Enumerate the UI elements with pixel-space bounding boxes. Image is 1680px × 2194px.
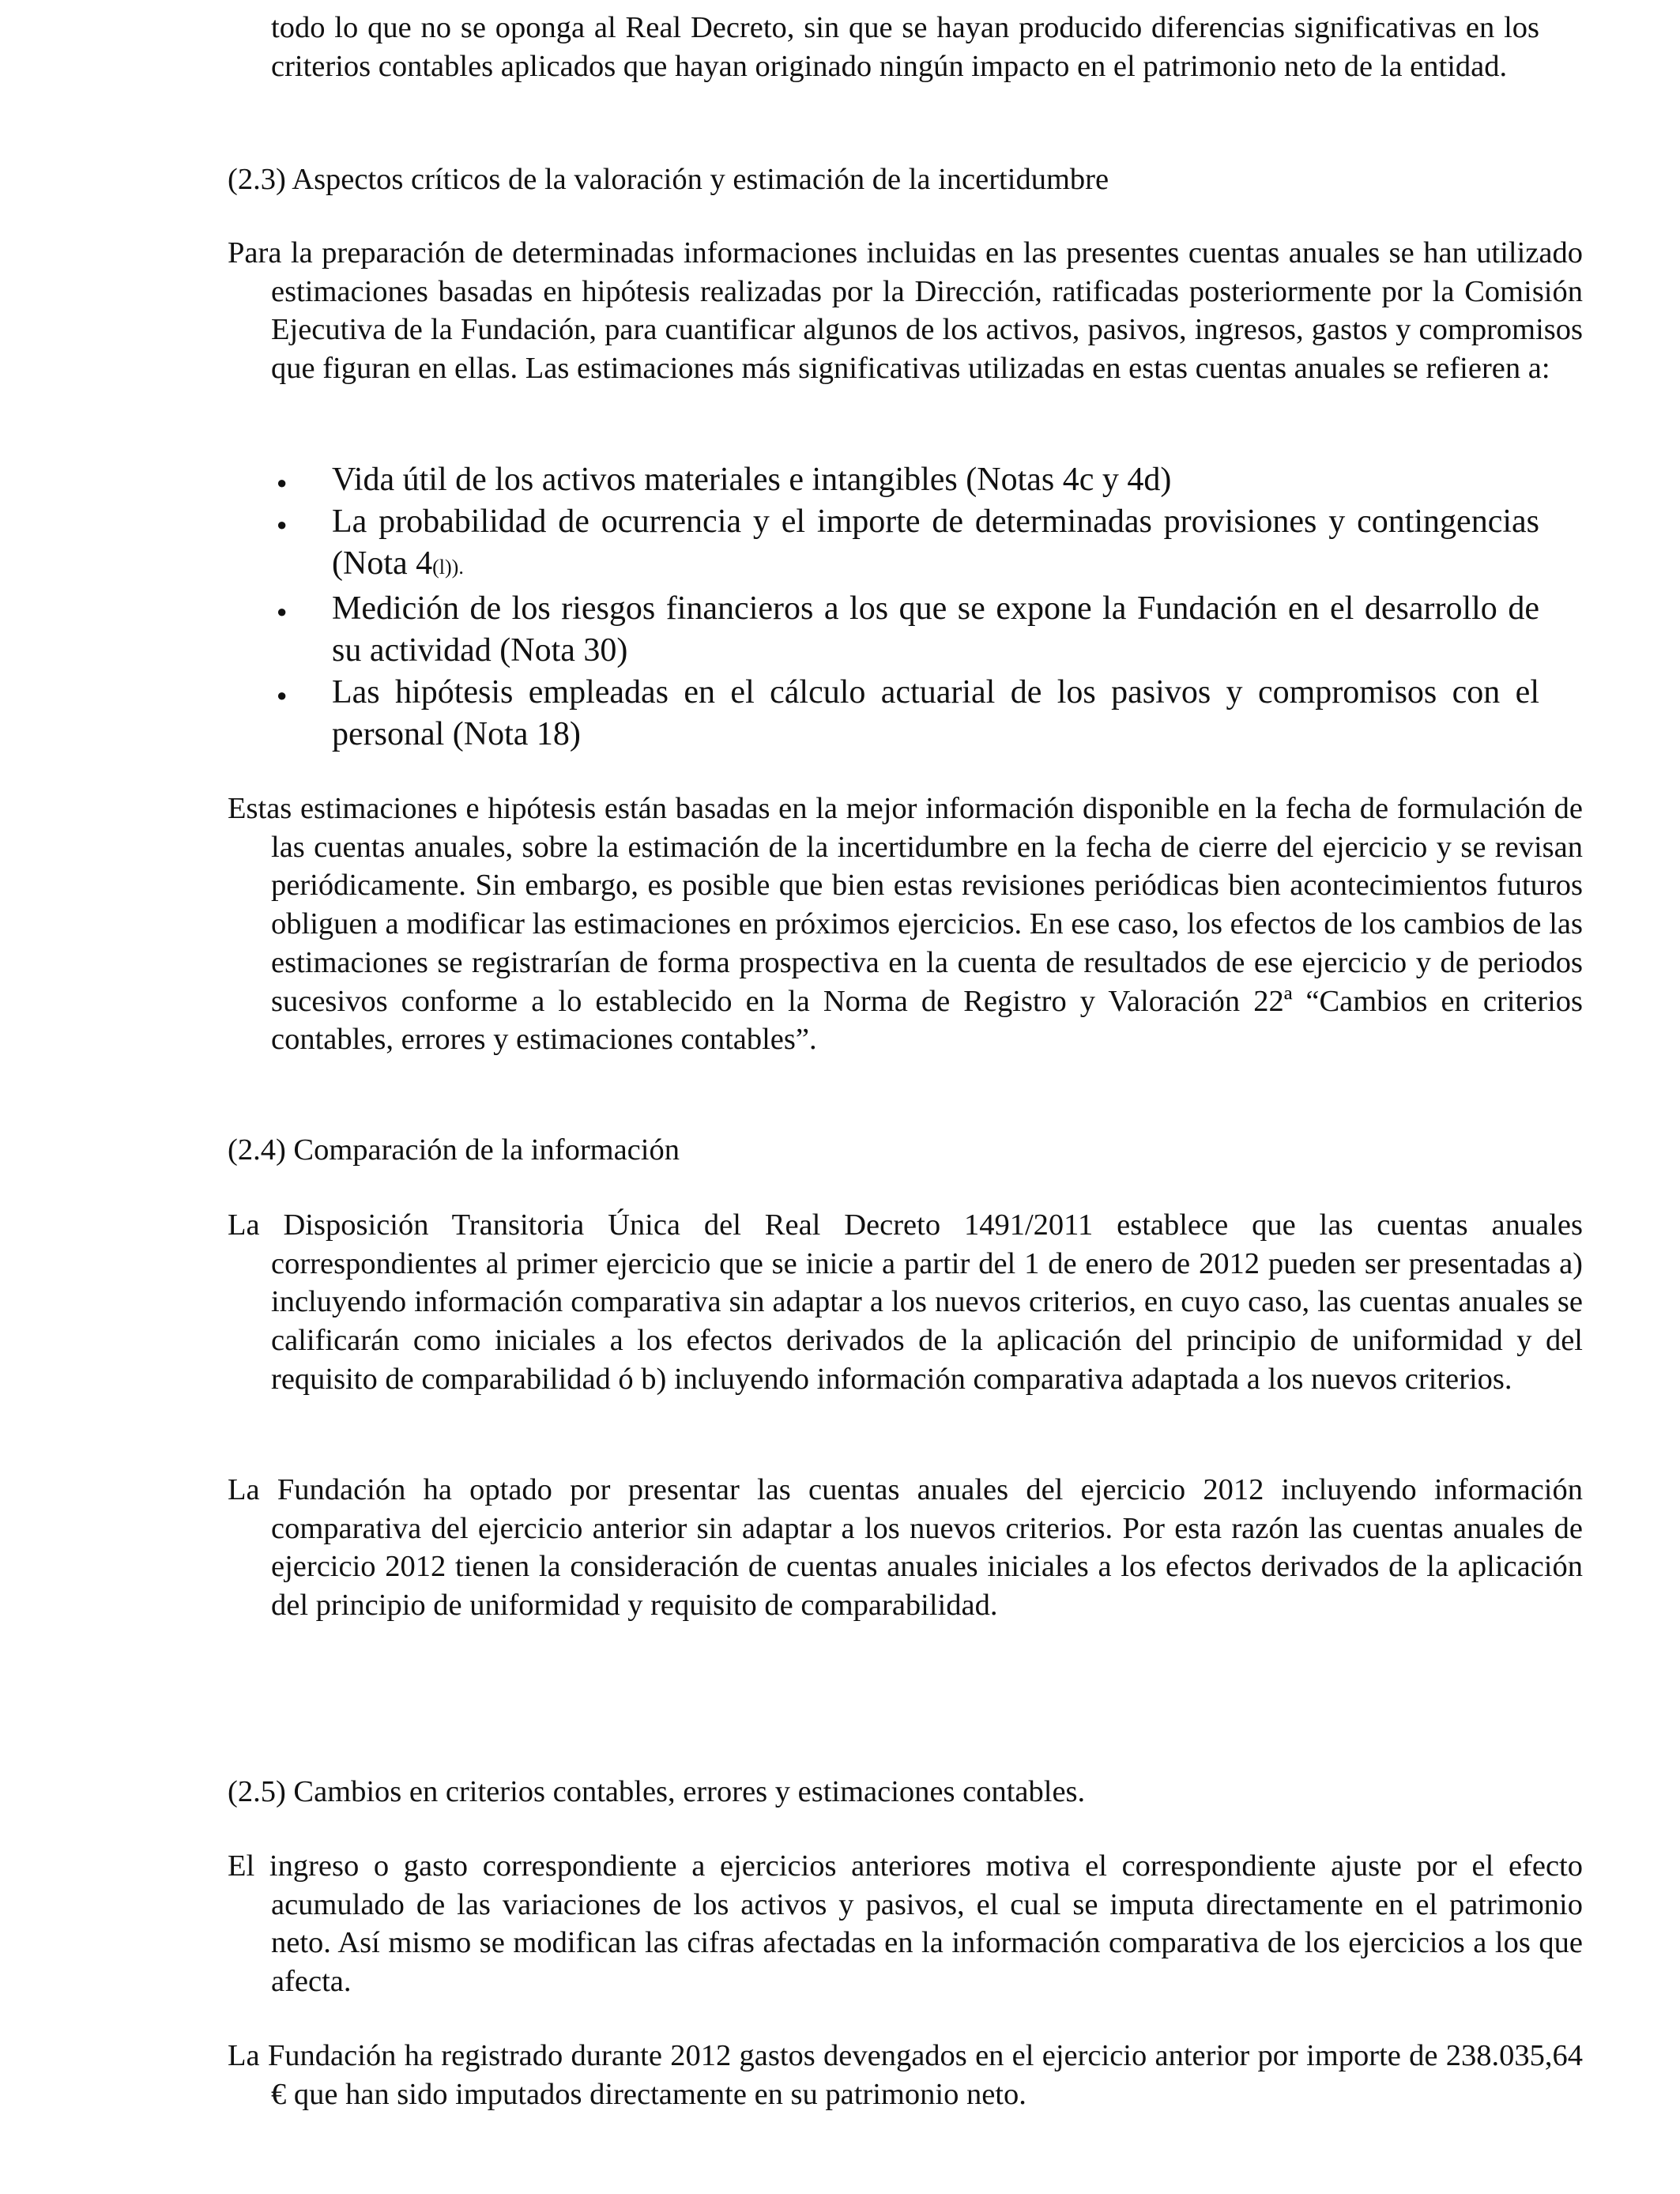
bullet-icon: ● xyxy=(277,685,288,705)
bullet-icon: ● xyxy=(277,515,288,534)
bullet-item xyxy=(271,459,1539,501)
bullet-text: Las hipótesis empleadas en el cálculo actuarial de los pasivos y compromisos con el personal (Nota 18) xyxy=(332,674,1539,752)
bullet-text: Medición de los riesgos financieros a los que se expone la Fundación en el desarrollo de su actividad (Nota 30) xyxy=(332,590,1539,669)
bullet-icon: ● xyxy=(277,601,288,621)
paragraph-2-5-ingreso: El ingreso o gasto correspondiente a ejercicios anteriores motiva el correspondiente ajuste por el efecto acumulado de las variaciones de los activos y pasivos, el cual se imputa directamente en el patrimonio neto. Así mismo se modifican las cifras afectadas en la información comparativa de los ejercicios a los que afecta. xyxy=(228,1849,1583,1999)
section-heading-2-5: (2.5) Cambios en criterios contables, errores y estimaciones contables. xyxy=(228,1775,1086,1808)
paragraph-2-4-disposicion: La Disposición Transitoria Única del Real Decreto 1491/2011 establece que las cuentas anuales correspondientes al primer ejercicio que se inicie a partir del 1 de enero de 2012 pueden ser presentadas a) incluyendo información comparativa sin adaptar a los nuevos criterios, en cuyo caso, las cuentas anuales se calificarán como iniciales a los efectos derivados de la aplicación del principio de uniformidad y del requisito de comparabilidad ó b) incluyendo información comparativa adaptada a los nuevos criterios. xyxy=(228,1208,1583,1396)
bullet-item xyxy=(271,588,1539,672)
bullet-item xyxy=(271,672,1539,756)
intro-paragraph: todo lo que no se oponga al Real Decreto, sin que se hayan producido diferencias significativas en los criterios contables aplicados que hayan originado ningún impacto en el patrimonio neto de la entidad. xyxy=(271,11,1539,83)
bullet-text: La probabilidad de ocurrencia y el importe de determinadas provisiones y contingencias (Nota 4 xyxy=(332,503,1539,582)
paragraph-2-4-fundacion: La Fundación ha optado por presentar las cuentas anuales del ejercicio 2012 incluyendo información comparativa del ejercicio anterior sin adaptar a los nuevos criterios. Por esta razón las cuentas anuales de ejercicio 2012 tienen la consideración de cuentas anuales iniciales a los efectos derivados de la aplicación del principio de uniformidad y requisito de comparabilidad. xyxy=(228,1473,1583,1623)
bullet-item xyxy=(271,501,1539,588)
section-heading-2-4: (2.4) Comparación de la información xyxy=(228,1133,680,1167)
bullet-text-suffix: (l)). xyxy=(432,556,464,579)
bullet-text: Vida útil de los activos materiales e intangibles (Notas 4c y 4d) xyxy=(332,462,1172,498)
section-heading-2-3: (2.3) Aspectos críticos de la valoración y estimación de la incertidumbre xyxy=(228,163,1109,196)
bullet-icon: ● xyxy=(277,473,288,492)
paragraph-2-3-estimaciones: Para la preparación de determinadas informaciones incluidas en las presentes cuentas anuales se han utilizado estimaciones basadas en hipótesis realizadas por la Dirección, ratificadas posteriormente por la Comisión Ejecutiva de la Fundación, para cuantificar algunos de los activos, pasivos, ingresos, gastos y compromisos que figuran en ellas. Las estimaciones más significativas utilizadas en estas cuentas anuales se refieren a: xyxy=(228,236,1583,386)
estimates-bullet-list xyxy=(271,459,1539,756)
paragraph-2-5-gastos: La Fundación ha registrado durante 2012 gastos devengados en el ejercicio anterior por importe de 238.035,64 € que han sido imputados directamente en su patrimonio neto. xyxy=(228,2039,1583,2111)
paragraph-2-3-hipotesis: Estas estimaciones e hipótesis están basadas en la mejor información disponible en la fecha de formulación de las cuentas anuales, sobre la estimación de la incertidumbre en la fecha de cierre del ejercicio y se revisan periódicamente. Sin embargo, es posible que bien estas revisiones periódicas bien acontecimientos futuros obliguen a modificar las estimaciones en próximos ejercicios. En ese caso, los efectos de los cambios de las estimaciones se registrarían de forma prospectiva en la cuenta de resultados de ese ejercicio y de periodos sucesivos conforme a lo establecido en la Norma de Registro y Valoración 22ª “Cambios en criterios contables, errores y estimaciones contables”. xyxy=(228,792,1583,1057)
